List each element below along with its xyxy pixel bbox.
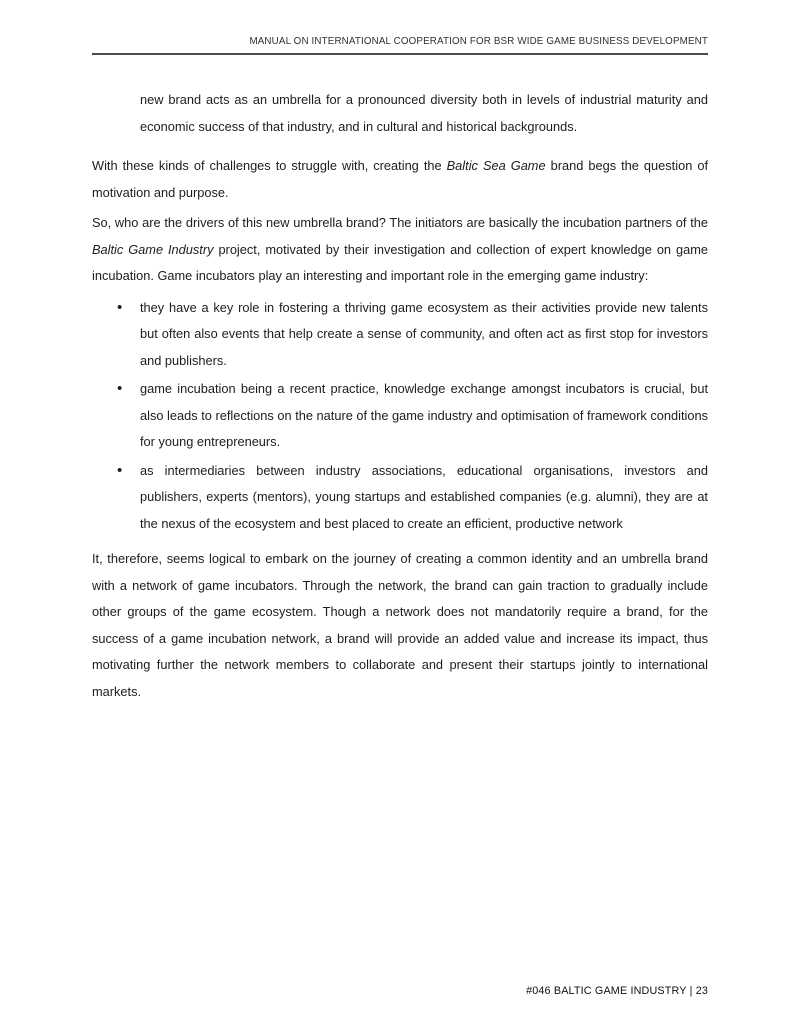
text-run: brand begs the question of motivation and purpose. [92,158,709,200]
running-header-title: MANUAL ON INTERNATIONAL COOPERATION FOR BSR WIDE GAME BUSINESS DEVELOPMENT [249,36,708,47]
incubator-roles-list [92,295,708,538]
footer-page-number: #046 BALTIC GAME INDUSTRY | 23 [526,985,708,997]
italic-run-baltic-game-industry: Baltic Game Industry [92,241,214,257]
list-item-ecosystem: • they have a key role in fostering a thriving game ecosystem as their activities provide new talents but often also events that help create a sense of community, and often act as first stop for investors and publishers. [92,295,708,375]
text-run: With these kinds of challenges to struggle with, creating the [92,158,447,173]
page-body [92,87,708,705]
text-run: So, who are the drivers of this new umbrella brand? The initiators are basically the incubation partners of the [92,215,708,230]
list-item-knowledge-exchange: • game incubation being a recent practice, knowledge exchange amongst incubators is crucial, but also leads to reflections on the nature of the game industry and optimisation of framework conditions for young entrepreneurs. [92,376,708,456]
paragraph-conclusion: It, therefore, seems logical to embark on the journey of creating a common identity and an umbrella brand with a network of game incubators. Through the network, the brand can gain traction to gradually include other groups of the game ecosystem. Though a network does not mandatorily require a brand, for the success of a game incubation network, a brand will provide an added value and increase its impact, thus motivating further the network members to collaborate and present their startups jointly to international markets. [92,551,708,699]
paragraph-continuation: new brand acts as an umbrella for a pronounced diversity both in levels of industrial maturity and economic success of that industry, and in cultural and historical backgrounds. [140,92,708,134]
paragraph-drivers [92,210,708,290]
page-header [92,0,708,55]
list-item-intermediaries: • as intermediaries between industry associations, educational organisations, investors and publishers, experts (mentors), young startups and established companies (e.g. alumni), they are at the nexus of the ecosystem and best placed to create an efficient, productive network [92,458,708,538]
text-run: project, motivated by their investigation and collection of expert knowledge on game incubation. Game incubators play an interesting and important role in the emerging game industry: [92,241,708,283]
page-footer [92,981,708,999]
italic-run-baltic-sea-game: Baltic Sea Game [446,158,546,173]
paragraph-challenges [92,153,708,206]
